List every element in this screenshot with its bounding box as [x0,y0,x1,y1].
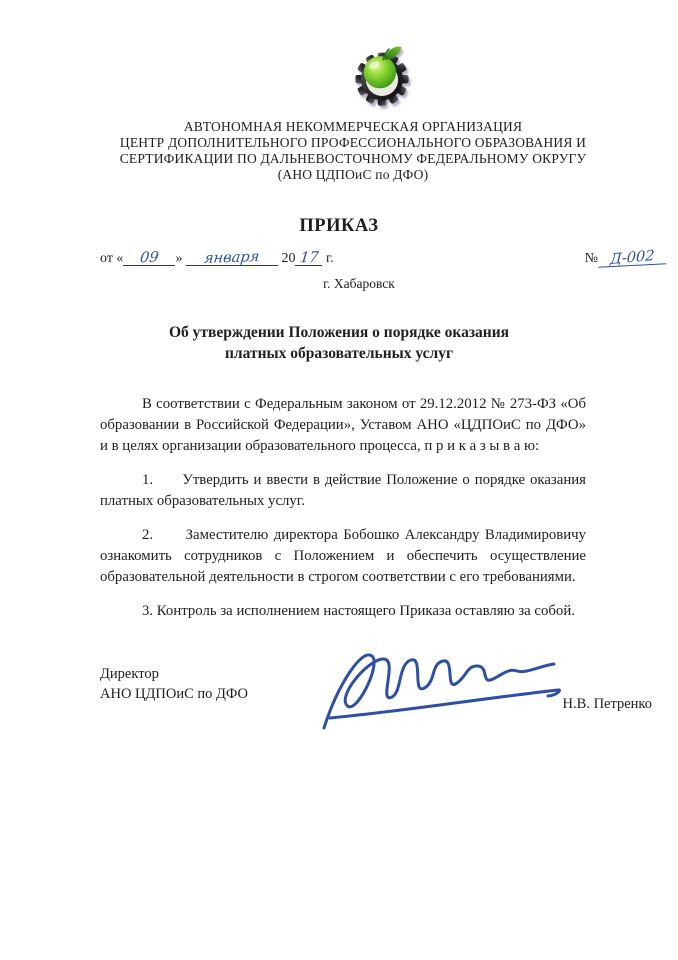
number-blank [598,250,667,268]
handwritten-year: 17 [298,249,320,267]
city-line: г. Хабаровск [323,276,395,291]
signer-position-line: АНО ЦДПОиС по ДФО [100,686,249,702]
org-line: СЕРТИФИКАЦИИ ПО ДАЛЬНЕВОСТОЧНОМУ ФЕДЕРАЛЬНОМУ ОКРУГУ [119,151,587,166]
signature-block [100,664,652,759]
date-close-quote: » [175,251,183,266]
org-line: (АНО ЦДПОиС по ДФО) [277,167,429,182]
handwritten-month: января [203,249,261,267]
date-group [100,251,334,267]
number-label: № [584,251,598,266]
subject-line: платных образовательных услуг [224,345,454,362]
handwritten-signature-icon [316,640,566,736]
day-blank [123,249,175,267]
date-prefix: от « [100,251,124,266]
order-body [100,394,586,635]
year-prefix: 20 [281,251,296,266]
handwritten-number: Д-002 [609,248,655,268]
subject-line: Об утверждении Положения о порядке оказания [168,324,510,341]
intro-paragraph: В соответствии с Федеральным законом от 29.12.2012 № 273-ФЗ «Об образовании в Российской Федерации», Уставом АНО «ЦДПОиС по ДФО» и в целях организации образовательного процесса, п р и к а з ы в а ю: [100,396,586,454]
order-item-3: 3. Контроль за исполнением настоящего Приказа оставляю за собой. [142,603,575,619]
document-type-heading: ПРИКАЗ [299,216,379,236]
order-item-2: 2. Заместителю директора Бобошко Александру Владимировичу ознакомить сотрудников с Положением и обеспечить осуществление образовательной деятельности в строгом соответствии с его требованиями. [100,527,586,585]
date-suffix: г. [325,251,334,266]
org-name-block [14,119,678,183]
org-line: АВТОНОМНАЯ НЕКОММЕРЧЕСКАЯ ОРГАНИЗАЦИЯ [183,119,523,134]
org-line: ЦЕНТР ДОПОЛНИТЕЛЬНОГО ПРОФЕССИОНАЛЬНОГО ОБРАЗОВАНИЯ И [119,135,587,150]
month-blank [186,249,278,267]
order-item-1: 1. Утвердить и ввести в действие Положение о порядке оказания платных образовательных услуг. [100,472,586,509]
gear-apple-logo-icon [344,40,420,110]
handwritten-day: 09 [139,249,160,267]
year-blank [295,249,322,267]
signer-name: Н.В. Петренко [562,696,652,712]
number-group [584,248,666,268]
date-number-row [100,248,666,268]
signer-position-line: Директор [100,666,159,682]
subject-heading [0,322,678,364]
